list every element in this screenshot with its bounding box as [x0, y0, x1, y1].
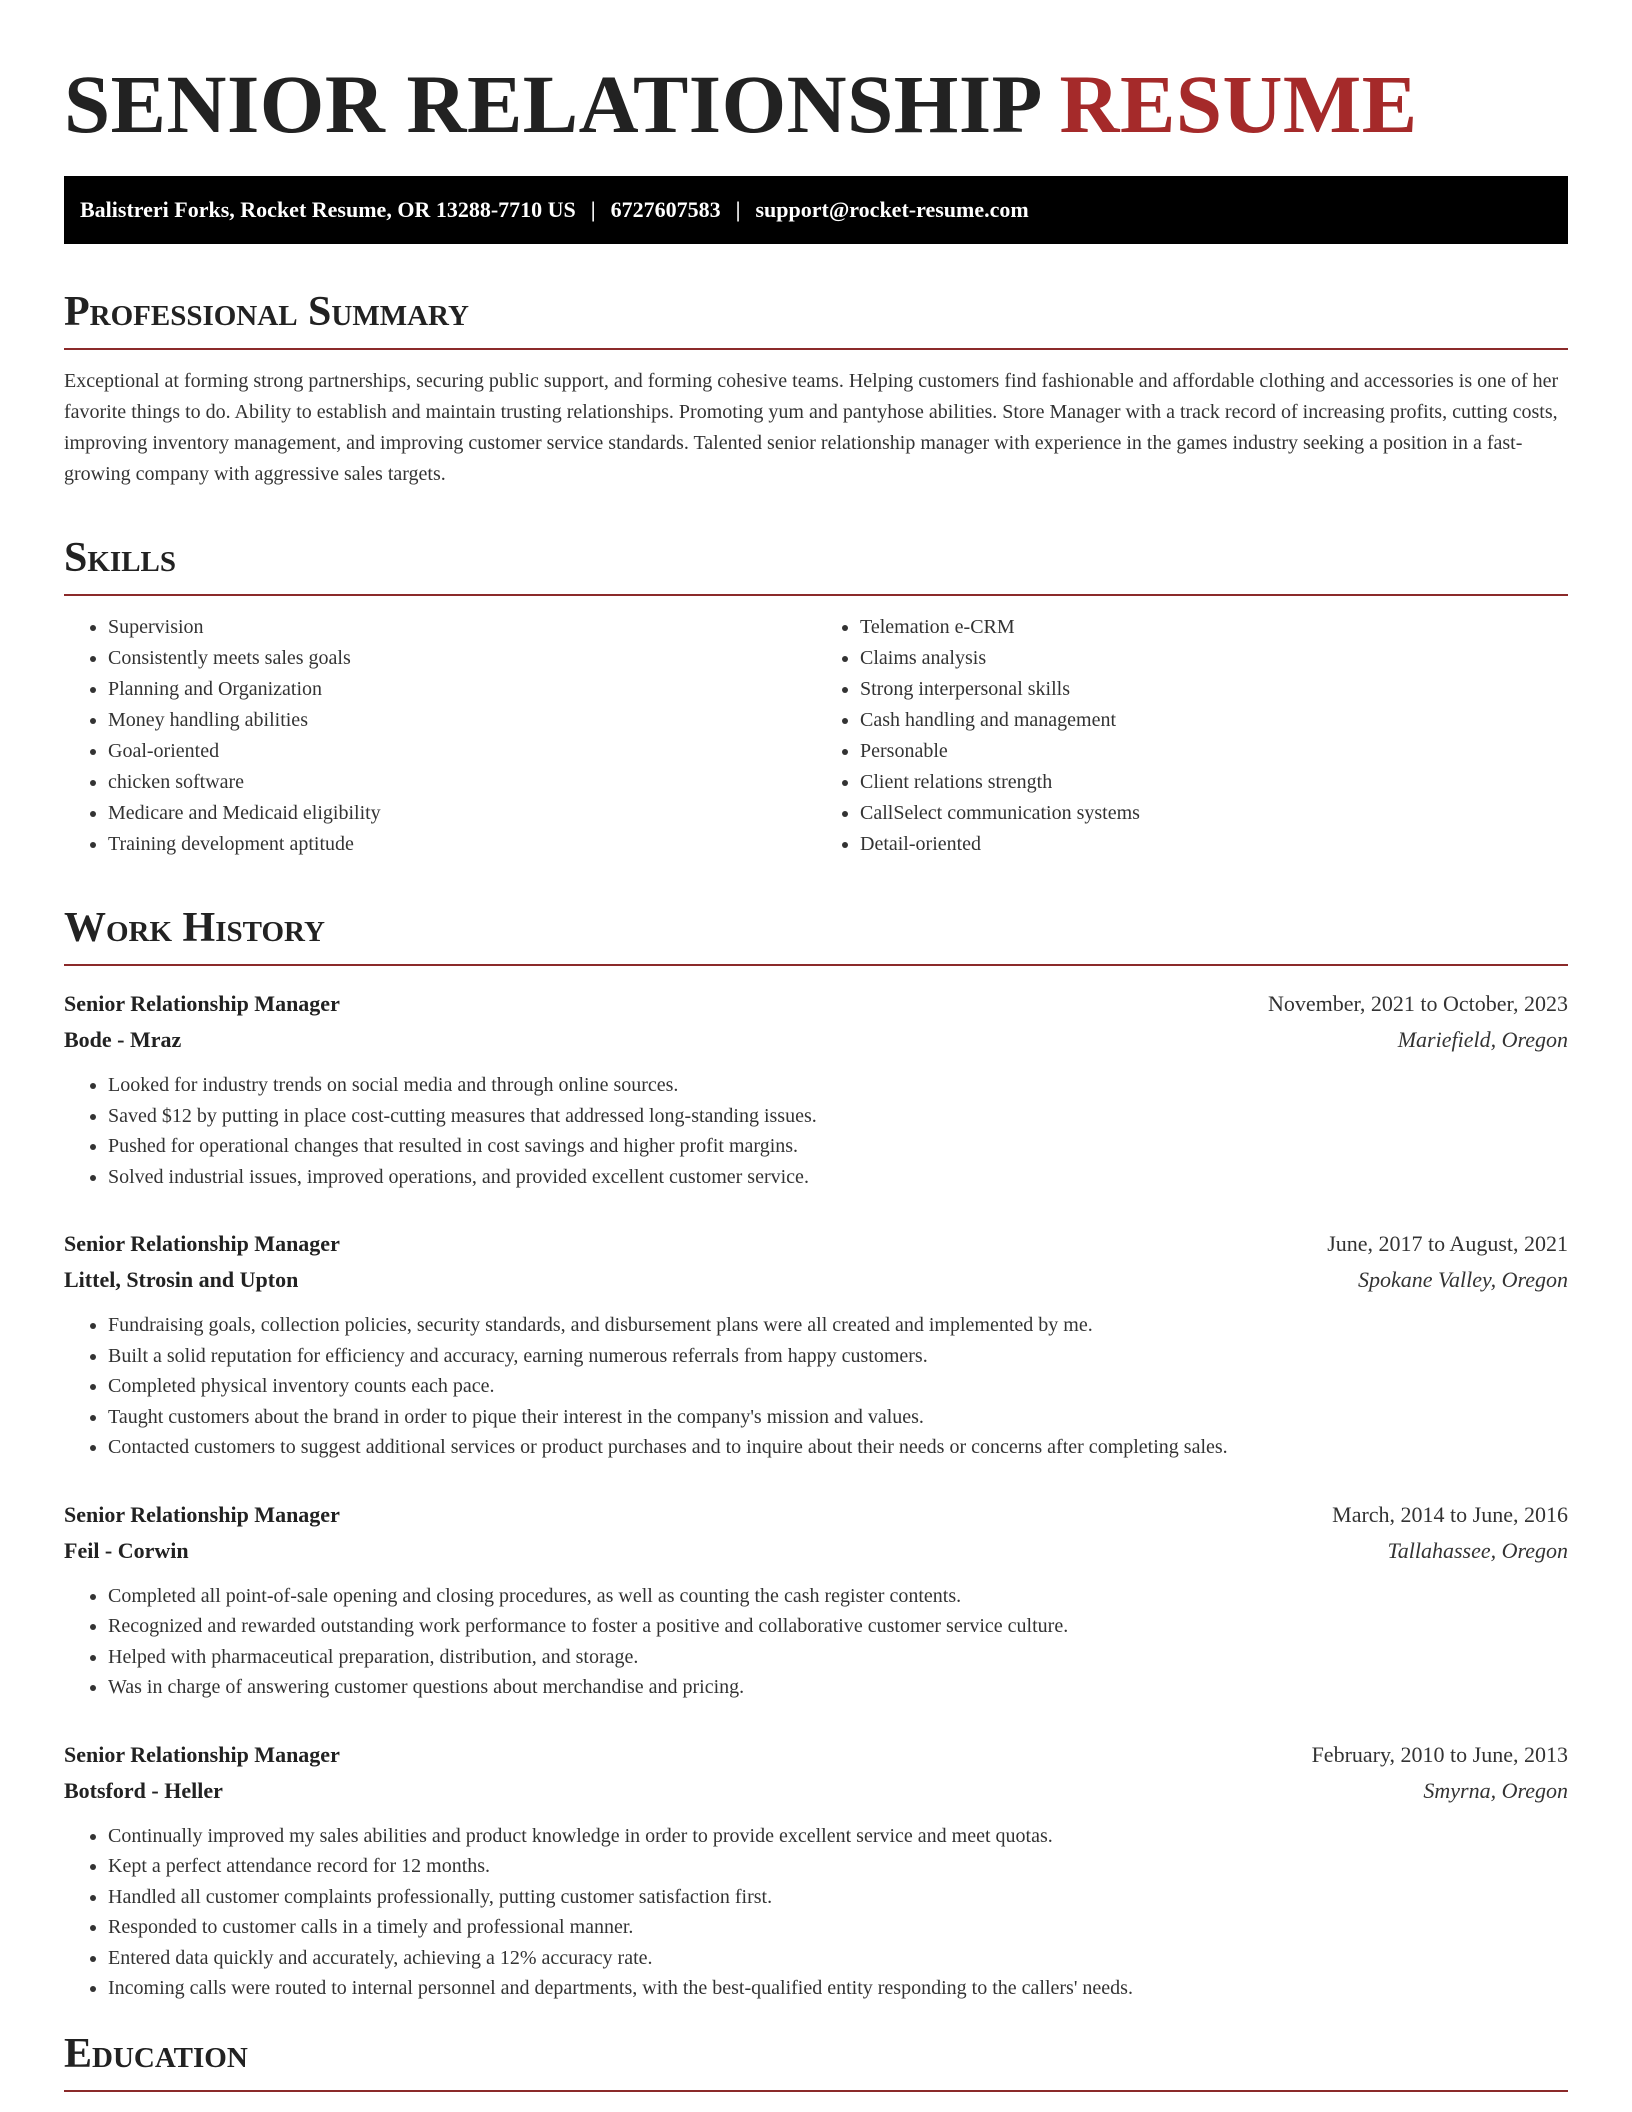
job-company: Feil - Corwin [64, 1537, 189, 1563]
job-bullet: • Entered data quickly and accurately, achieving a 12% accuracy rate. [108, 1943, 1568, 1974]
skill-item: • Client relations strength [860, 767, 1568, 798]
job-bullet: • Recognized and rewarded outstanding work performance to foster a positive and collaborative customer service culture. [108, 1611, 1568, 1642]
skill-item: • Strong interpersonal skills [860, 674, 1568, 705]
education-heading: Education [64, 2030, 1568, 2092]
contact-email[interactable]: support@rocket-resume.com [755, 197, 1029, 222]
job-entry [64, 1226, 1568, 1463]
job-header-row [64, 1226, 1568, 1262]
job-location: Spokane Valley, Oregon [1358, 1267, 1568, 1292]
skill-item: • Planning and Organization [108, 674, 816, 705]
job-bullet: • Looked for industry trends on social media and through online sources. [108, 1070, 1568, 1101]
skill-item: • Telemation e-CRM [860, 612, 1568, 643]
job-bullet: • Taught customers about the brand in order to pique their interest in the company's mission and values. [108, 1402, 1568, 1433]
resume-title [64, 56, 1568, 152]
job-dates: February, 2010 to June, 2013 [1311, 1741, 1568, 1767]
job-bullets [64, 1821, 1568, 2004]
job-bullet: • Contacted customers to suggest additional services or product purchases and to inquire about their needs or concerns after completing sales. [108, 1432, 1568, 1463]
contact-separator: | [590, 197, 596, 222]
skill-item: • CallSelect communication systems [860, 798, 1568, 829]
job-bullet: • Pushed for operational changes that resulted in cost savings and higher profit margins. [108, 1131, 1568, 1162]
job-bullet: • Responded to customer calls in a timely and professional manner. [108, 1912, 1568, 1943]
job-location: Mariefield, Oregon [1397, 1027, 1568, 1052]
job-bullet: • Saved $12 by putting in place cost-cutting measures that addressed long-standing issues. [108, 1101, 1568, 1132]
job-bullets [64, 1581, 1568, 1703]
job-entry [64, 986, 1568, 1192]
job-bullet: • Solved industrial issues, improved operations, and provided excellent customer service. [108, 1162, 1568, 1193]
skill-item: • Goal-oriented [108, 736, 816, 767]
job-bullet: • Completed physical inventory counts each pace. [108, 1371, 1568, 1402]
skill-item: • Money handling abilities [108, 705, 816, 736]
title-accent: RESUME [1059, 58, 1418, 150]
job-company: Botsford - Heller [64, 1777, 223, 1803]
job-header-row [64, 986, 1568, 1022]
job-bullets [64, 1310, 1568, 1463]
job-bullet: • Handled all customer complaints professionally, putting customer satisfaction first. [108, 1882, 1568, 1913]
job-bullet: • Continually improved my sales abilities and product knowledge in order to provide excellent service and meet quotas. [108, 1821, 1568, 1852]
job-company-row [64, 1773, 1568, 1809]
summary-text: Exceptional at forming strong partnerships, securing public support, and forming cohesive teams. Helping customers find fashionable and affordable clothing and accessories is one of her favorite things to do. Ability to establish and maintain trusting relationships. Promoting yum and pantyhose abilities. Store Manager with a track record of increasing profits, cutting costs, improving inventory management, and improving customer service standards. Talented senior relationship manager with experience in the games industry seeking a position in a fast-growing company with aggressive sales targets. [64, 370, 1559, 485]
job-bullet: • Fundraising goals, collection policies, security standards, and disbursement plans were all created and implemented by me. [108, 1310, 1568, 1341]
skill-item: • Detail-oriented [860, 829, 1568, 860]
job-bullet: • Completed all point-of-sale opening and closing procedures, as well as counting the cash register contents. [108, 1581, 1568, 1612]
skills-column-left [64, 612, 816, 860]
job-title: Senior Relationship Manager [64, 1741, 340, 1767]
job-company: Littel, Strosin and Upton [64, 1267, 299, 1292]
job-header-row [64, 1497, 1568, 1533]
job-title: Senior Relationship Manager [64, 1231, 340, 1256]
skill-item: • Claims analysis [860, 643, 1568, 674]
job-bullet: • Incoming calls were routed to internal personnel and departments, with the best-qualified entity responding to the callers' needs. [108, 1973, 1568, 2004]
skill-item: • Training development aptitude [108, 829, 816, 860]
job-company-row [64, 1022, 1568, 1058]
skill-item: • Supervision [108, 612, 816, 643]
job-bullets [64, 1070, 1568, 1192]
job-location: Tallahassee, Oregon [1387, 1537, 1568, 1563]
job-bullet: • Kept a perfect attendance record for 12 months. [108, 1851, 1568, 1882]
job-dates: November, 2021 to October, 2023 [1267, 991, 1568, 1016]
work-history-heading: Work History [64, 904, 1568, 966]
job-entry [64, 1497, 1568, 1703]
summary-heading: Professional Summary [64, 288, 1568, 350]
skill-item: • Consistently meets sales goals [108, 643, 816, 674]
job-title: Senior Relationship Manager [64, 991, 340, 1016]
contact-separator: | [735, 197, 741, 222]
skill-item: • chicken software [108, 767, 816, 798]
job-bullet: • Built a solid reputation for efficiency and accuracy, earning numerous referrals from happy customers. [108, 1341, 1568, 1372]
job-entry [64, 1737, 1568, 2004]
job-title: Senior Relationship Manager [64, 1501, 340, 1527]
skills-column-right [816, 612, 1568, 860]
contact-phone[interactable]: 6727607583 [610, 197, 721, 222]
job-company-row [64, 1262, 1568, 1298]
job-location: Smyrna, Oregon [1423, 1777, 1568, 1803]
job-dates: March, 2014 to June, 2016 [1332, 1501, 1568, 1527]
job-bullet: • Was in charge of answering customer questions about merchandise and pricing. [108, 1672, 1568, 1703]
skills-heading: Skills [64, 534, 1568, 596]
skill-item: • Cash handling and management [860, 705, 1568, 736]
job-bullet: • Helped with pharmaceutical preparation, distribution, and storage. [108, 1642, 1568, 1673]
job-dates: June, 2017 to August, 2021 [1327, 1231, 1568, 1256]
skill-item: • Personable [860, 736, 1568, 767]
skills-list [64, 612, 1568, 860]
job-header-row [64, 1737, 1568, 1773]
job-company: Bode - Mraz [64, 1027, 182, 1052]
contact-address: Balistreri Forks, Rocket Resume, OR 13288-7710 US [80, 197, 576, 222]
skill-item: • Medicare and Medicaid eligibility [108, 798, 816, 829]
title-main: SENIOR RELATIONSHIP [64, 58, 1039, 150]
contact-bar [64, 176, 1568, 244]
job-company-row [64, 1533, 1568, 1569]
